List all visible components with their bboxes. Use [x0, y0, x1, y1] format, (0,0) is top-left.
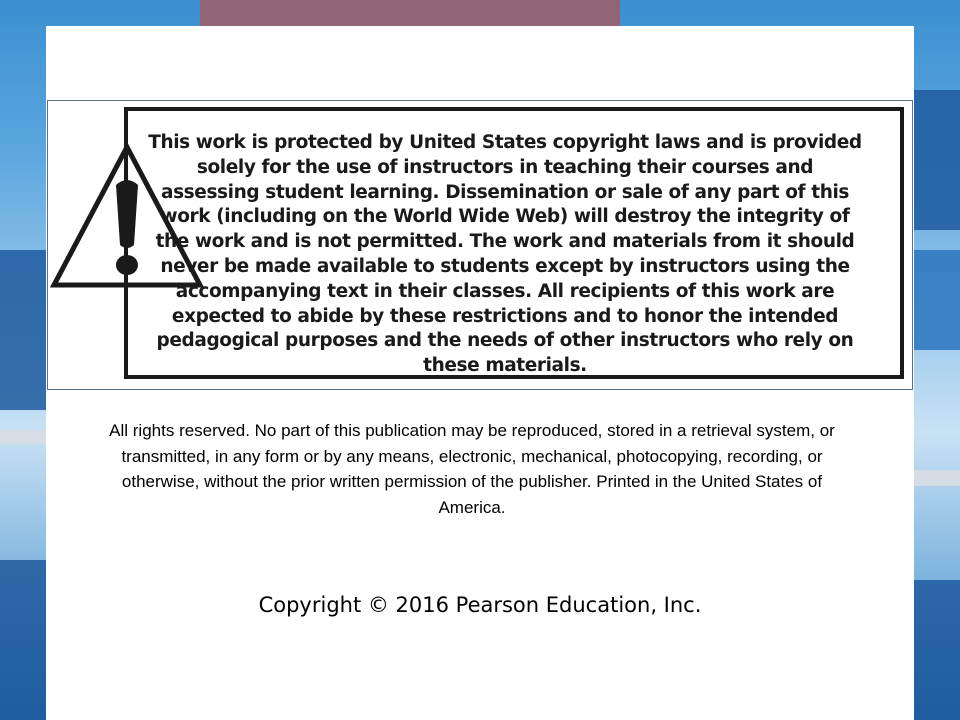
copyright-warning-panel [47, 100, 913, 390]
coaster-panel-right [914, 250, 960, 350]
coaster-rail-left [0, 430, 46, 444]
copyright-notice: Copyright © 2016 Pearson Education, Inc. [258, 593, 702, 617]
coaster-rail-right [914, 470, 960, 486]
warning-text: This work is protected by United States copyright laws and is provided solely for the use of instructors in teaching their courses and assessing student learning. Dissemination or sale of any part of this work (including on the World Wide Web) will destroy the integrity of the work and is not permitted. The work and materials from it should never be made available to students except by instructors using the accompanying text in their classes. All recipients of this work are expected to abide by these restrictions and to honor the intended pedagogical purposes and the needs of other instructors who rely on these materials. [148, 132, 862, 377]
coaster-structure-right-bottom [914, 580, 960, 720]
coaster-cars [200, 0, 620, 26]
coaster-structure-right [914, 90, 960, 230]
coaster-structure-left-bottom [0, 560, 46, 720]
coaster-structure-left [0, 250, 46, 410]
rights-statement: All rights reserved. No part of this publication may be reproduced, stored in a retrieval system, or transmitted, in any form or by any means, electronic, mechanical, photocopying, recording, or otherwise, without the prior written permission of the publisher. Printed in the United States of America. [109, 421, 835, 517]
